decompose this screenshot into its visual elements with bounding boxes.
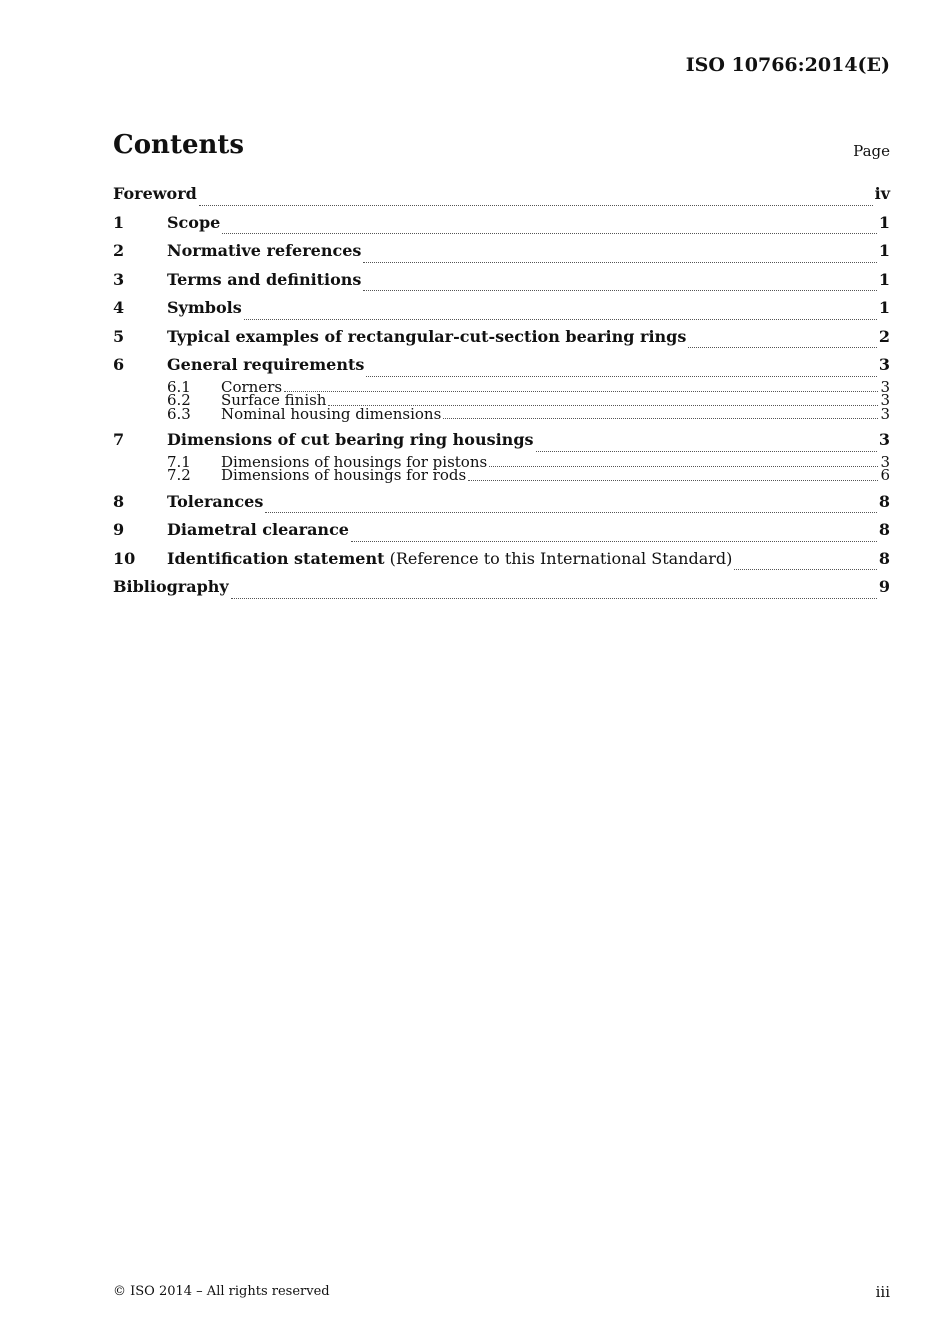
toc-entry[interactable] (113, 298, 890, 327)
toc-entry[interactable] (113, 270, 890, 299)
toc-entry-title: Foreword (113, 184, 197, 203)
toc-entry-number: 8 (113, 491, 125, 511)
toc-subentry-number: 7.2 (167, 466, 191, 484)
toc-entry-number: 7 (113, 430, 125, 449)
toc-entry-title: Identification statement (167, 548, 385, 568)
toc-subentry-page: 3 (880, 404, 890, 423)
toc-subentry-title: Dimensions of housings for pistons (221, 452, 488, 471)
dot-leader (351, 541, 877, 542)
toc-subentry-number: 6.3 (167, 404, 191, 423)
toc-entry-page: 1 (878, 269, 890, 289)
toc-entry-page: 3 (878, 430, 890, 449)
toc-subentry-number: 6.1 (167, 377, 191, 396)
toc-entry-title: Tolerances (167, 491, 264, 511)
dot-leader (284, 391, 878, 392)
dot-leader (688, 347, 877, 348)
toc-subentry-page: 3 (880, 391, 890, 409)
contents-heading: Contents (113, 130, 245, 160)
dot-leader (363, 262, 876, 263)
toc-entry-page: 9 (878, 577, 890, 596)
table-of-contents (113, 184, 890, 606)
toc-entry-title: Normative references (167, 241, 362, 260)
toc-entry[interactable] (113, 577, 890, 606)
toc-subentry-number: 6.2 (167, 391, 191, 409)
toc-entry-title: Terms and definitions (167, 269, 362, 289)
toc-subentry-number: 7.1 (167, 452, 191, 471)
toc-entry-number: 2 (113, 241, 125, 260)
toc-entry-number: 10 (113, 548, 136, 568)
toc-entry-title: Symbols (167, 298, 242, 317)
dot-leader (363, 290, 876, 291)
toc-subentry-page: 3 (880, 452, 890, 471)
dot-leader (222, 233, 877, 234)
toc-entry[interactable] (113, 492, 890, 521)
toc-entry-title: Diametral clearance (167, 520, 349, 539)
toc-entry-number: 9 (113, 520, 125, 539)
dot-leader (443, 418, 878, 419)
toc-entry-number: 3 (113, 269, 125, 289)
dot-leader (489, 466, 878, 467)
dot-leader (265, 512, 877, 513)
toc-entry-title: Dimensions of cut bearing ring housings (167, 430, 534, 449)
toc-entry-page: 3 (878, 355, 890, 374)
toc-subentry-page: 6 (880, 466, 890, 484)
toc-entry-title: Scope (167, 212, 221, 232)
toc-entry[interactable] (113, 327, 890, 356)
toc-entry-number: 5 (113, 326, 125, 346)
toc-entry[interactable] (113, 213, 890, 242)
toc-entry-page: 8 (878, 548, 890, 568)
toc-entry-subtitle: (Reference to this International Standard) (384, 548, 733, 568)
copyright-notice: © ISO 2014 – All rights reserved (113, 1284, 330, 1299)
toc-subentry-title: Dimensions of housings for rods (221, 466, 467, 484)
toc-entry[interactable] (113, 520, 890, 549)
toc-entry-page: iv (874, 184, 890, 203)
dot-leader (536, 451, 877, 452)
toc-entry-page: 8 (878, 491, 890, 511)
dot-leader (199, 205, 873, 206)
toc-entry-page: 1 (878, 298, 890, 317)
toc-entry[interactable] (113, 549, 890, 578)
toc-entry[interactable] (113, 241, 890, 270)
standard-identifier: ISO 10766:2014(E) (685, 54, 890, 76)
toc-entry-page: 1 (878, 212, 890, 232)
toc-entry[interactable] (113, 184, 890, 213)
toc-entry-title: General requirements (167, 355, 365, 374)
toc-entry-page: 2 (878, 326, 890, 346)
toc-subentry-title: Corners (221, 377, 283, 396)
dot-leader (734, 569, 876, 570)
dot-leader (366, 376, 877, 377)
toc-entry-title: Bibliography (113, 577, 229, 596)
toc-entry-page: 8 (878, 520, 890, 539)
dot-leader (468, 480, 878, 481)
toc-subentry-title: Surface finish (221, 391, 327, 409)
toc-entry-page: 1 (878, 241, 890, 260)
toc-entry-number: 1 (113, 212, 125, 232)
page-number: iii (875, 1283, 890, 1301)
dot-leader (244, 319, 877, 320)
toc-entry-number: 4 (113, 298, 125, 317)
toc-entry-title: Typical examples of rectangular-cut-section bearing rings (167, 326, 687, 346)
page-column-label: Page (853, 142, 890, 160)
dot-leader (231, 598, 877, 599)
toc-subentry[interactable] (113, 405, 890, 425)
toc-subentry-page: 3 (880, 377, 890, 396)
toc-subentry[interactable] (113, 466, 890, 486)
toc-entry-number: 6 (113, 355, 125, 374)
toc-subentry-title: Nominal housing dimensions (221, 404, 442, 423)
dot-leader (328, 405, 878, 406)
